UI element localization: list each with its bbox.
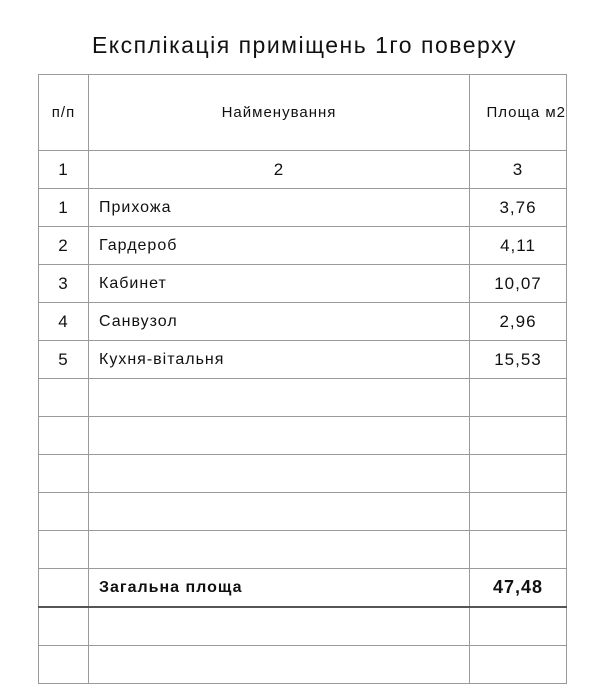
row-name: Гардероб bbox=[89, 227, 470, 265]
row-name: Прихожа bbox=[89, 189, 470, 227]
row-num: 3 bbox=[39, 265, 89, 303]
row-area: 4,11 bbox=[470, 227, 567, 265]
row-num: 4 bbox=[39, 303, 89, 341]
empty-row bbox=[39, 455, 567, 493]
document-title: Експлікація приміщень 1го поверху bbox=[91, 32, 518, 58]
row-name: Кабинет bbox=[89, 265, 470, 303]
empty-row bbox=[39, 417, 567, 455]
empty-row bbox=[39, 531, 567, 569]
header-num: п/п bbox=[39, 75, 89, 151]
row-area: 3,76 bbox=[470, 189, 567, 227]
row-name: Кухня-вітальня bbox=[89, 341, 470, 379]
empty-row bbox=[39, 493, 567, 531]
row-area: 15,53 bbox=[470, 341, 567, 379]
header-area: Площа м2 bbox=[470, 75, 567, 151]
row-name: Санвузол bbox=[89, 303, 470, 341]
table-row bbox=[39, 341, 567, 379]
table-row bbox=[39, 303, 567, 341]
row-area: 2,96 bbox=[470, 303, 567, 341]
row-num: 5 bbox=[39, 341, 89, 379]
table-header-row bbox=[39, 75, 567, 151]
column-number: 2 bbox=[89, 151, 470, 189]
total-label: Загальна площа bbox=[89, 569, 470, 608]
table-row bbox=[39, 265, 567, 303]
table-row bbox=[39, 227, 567, 265]
row-num: 1 bbox=[39, 189, 89, 227]
table-row bbox=[39, 189, 567, 227]
row-area: 10,07 bbox=[470, 265, 567, 303]
total-row bbox=[39, 569, 567, 608]
header-name: Найменування bbox=[89, 75, 470, 151]
total-area: 47,48 bbox=[470, 569, 567, 608]
empty-row bbox=[39, 646, 567, 684]
column-number: 1 bbox=[39, 151, 89, 189]
empty-row bbox=[39, 379, 567, 417]
row-num: 2 bbox=[39, 227, 89, 265]
column-numbers-row bbox=[39, 151, 567, 189]
rooms-table bbox=[38, 74, 567, 684]
column-number: 3 bbox=[470, 151, 567, 189]
empty-row bbox=[39, 607, 567, 646]
